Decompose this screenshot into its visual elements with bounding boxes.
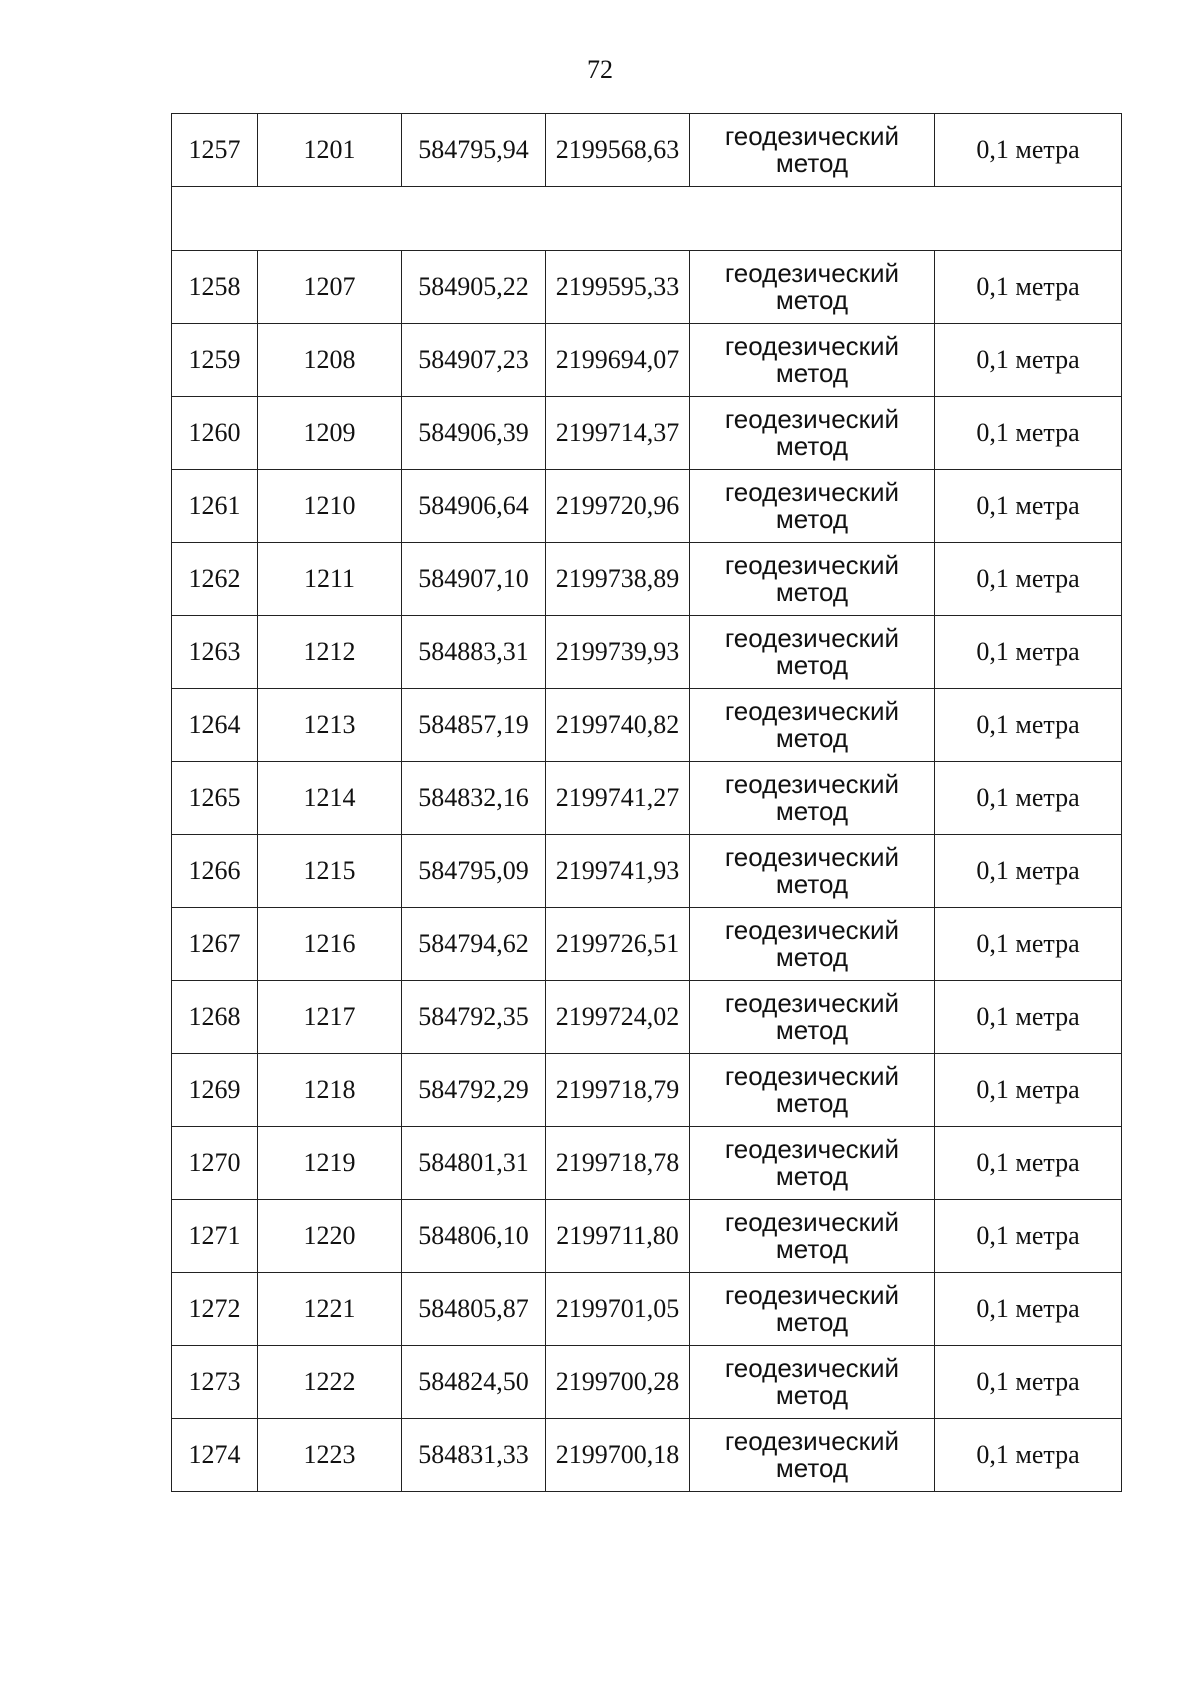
x-coordinate-cell: 584792,29 <box>402 1054 546 1127</box>
method-cell: геодезический метод <box>690 981 935 1054</box>
accuracy-cell: 0,1 метра <box>935 762 1122 835</box>
x-coordinate-cell: 584795,09 <box>402 835 546 908</box>
x-coordinate-cell: 584806,10 <box>402 1200 546 1273</box>
method-cell: геодезический метод <box>690 324 935 397</box>
x-coordinate-cell: 584907,23 <box>402 324 546 397</box>
y-coordinate-cell: 2199700,28 <box>546 1346 690 1419</box>
table-row <box>172 689 1122 762</box>
table-row <box>172 1346 1122 1419</box>
x-coordinate-cell: 584824,50 <box>402 1346 546 1419</box>
row-number-cell: 1264 <box>172 689 258 762</box>
accuracy-cell: 0,1 метра <box>935 251 1122 324</box>
point-number-cell: 1201 <box>258 114 402 187</box>
point-number-cell: 1213 <box>258 689 402 762</box>
x-coordinate-cell: 584805,87 <box>402 1273 546 1346</box>
point-number-cell: 1211 <box>258 543 402 616</box>
accuracy-cell: 0,1 метра <box>935 1346 1122 1419</box>
accuracy-cell: 0,1 метра <box>935 616 1122 689</box>
point-number-cell: 1220 <box>258 1200 402 1273</box>
row-number-cell: 1262 <box>172 543 258 616</box>
method-cell: геодезический метод <box>690 470 935 543</box>
method-cell: геодезический метод <box>690 689 935 762</box>
table-row <box>172 543 1122 616</box>
row-number-cell: 1268 <box>172 981 258 1054</box>
x-coordinate-cell: 584907,10 <box>402 543 546 616</box>
accuracy-cell: 0,1 метра <box>935 1054 1122 1127</box>
method-cell: геодезический метод <box>690 1200 935 1273</box>
y-coordinate-cell: 2199720,96 <box>546 470 690 543</box>
point-number-cell: 1216 <box>258 908 402 981</box>
point-number-cell: 1212 <box>258 616 402 689</box>
row-number-cell: 1274 <box>172 1419 258 1492</box>
blank-row <box>172 187 1122 251</box>
table-row <box>172 835 1122 908</box>
method-cell: геодезический метод <box>690 251 935 324</box>
row-number-cell: 1263 <box>172 616 258 689</box>
accuracy-cell: 0,1 метра <box>935 1419 1122 1492</box>
x-coordinate-cell: 584831,33 <box>402 1419 546 1492</box>
point-number-cell: 1210 <box>258 470 402 543</box>
method-cell: геодезический метод <box>690 543 935 616</box>
row-number-cell: 1269 <box>172 1054 258 1127</box>
accuracy-cell: 0,1 метра <box>935 689 1122 762</box>
table-row <box>172 470 1122 543</box>
accuracy-cell: 0,1 метра <box>935 397 1122 470</box>
page-number: 72 <box>587 55 613 84</box>
y-coordinate-cell: 2199714,37 <box>546 397 690 470</box>
table-row <box>172 1054 1122 1127</box>
y-coordinate-cell: 2199740,82 <box>546 689 690 762</box>
accuracy-cell: 0,1 метра <box>935 114 1122 187</box>
y-coordinate-cell: 2199711,80 <box>546 1200 690 1273</box>
blank-cell <box>172 187 1122 251</box>
x-coordinate-cell: 584883,31 <box>402 616 546 689</box>
method-cell: геодезический метод <box>690 114 935 187</box>
accuracy-cell: 0,1 метра <box>935 470 1122 543</box>
point-number-cell: 1208 <box>258 324 402 397</box>
row-number-cell: 1267 <box>172 908 258 981</box>
accuracy-cell: 0,1 метра <box>935 543 1122 616</box>
y-coordinate-cell: 2199741,93 <box>546 835 690 908</box>
coordinates-table-body <box>172 114 1122 1492</box>
y-coordinate-cell: 2199568,63 <box>546 114 690 187</box>
y-coordinate-cell: 2199700,18 <box>546 1419 690 1492</box>
point-number-cell: 1215 <box>258 835 402 908</box>
x-coordinate-cell: 584792,35 <box>402 981 546 1054</box>
x-coordinate-cell: 584795,94 <box>402 114 546 187</box>
row-number-cell: 1270 <box>172 1127 258 1200</box>
point-number-cell: 1222 <box>258 1346 402 1419</box>
row-number-cell: 1266 <box>172 835 258 908</box>
table-row <box>172 908 1122 981</box>
method-cell: геодезический метод <box>690 835 935 908</box>
row-number-cell: 1260 <box>172 397 258 470</box>
point-number-cell: 1209 <box>258 397 402 470</box>
method-cell: геодезический метод <box>690 616 935 689</box>
row-number-cell: 1259 <box>172 324 258 397</box>
row-number-cell: 1258 <box>172 251 258 324</box>
table-row <box>172 251 1122 324</box>
y-coordinate-cell: 2199739,93 <box>546 616 690 689</box>
row-number-cell: 1272 <box>172 1273 258 1346</box>
row-number-cell: 1271 <box>172 1200 258 1273</box>
row-number-cell: 1265 <box>172 762 258 835</box>
method-cell: геодезический метод <box>690 908 935 981</box>
method-cell: геодезический метод <box>690 1273 935 1346</box>
table-row <box>172 1127 1122 1200</box>
method-cell: геодезический метод <box>690 397 935 470</box>
point-number-cell: 1221 <box>258 1273 402 1346</box>
y-coordinate-cell: 2199726,51 <box>546 908 690 981</box>
y-coordinate-cell: 2199741,27 <box>546 762 690 835</box>
point-number-cell: 1214 <box>258 762 402 835</box>
method-cell: геодезический метод <box>690 1346 935 1419</box>
x-coordinate-cell: 584905,22 <box>402 251 546 324</box>
table-row <box>172 762 1122 835</box>
accuracy-cell: 0,1 метра <box>935 835 1122 908</box>
method-cell: геодезический метод <box>690 1419 935 1492</box>
x-coordinate-cell: 584794,62 <box>402 908 546 981</box>
accuracy-cell: 0,1 метра <box>935 1200 1122 1273</box>
table-row <box>172 981 1122 1054</box>
row-number-cell: 1273 <box>172 1346 258 1419</box>
accuracy-cell: 0,1 метра <box>935 1273 1122 1346</box>
coordinates-table <box>171 113 1122 1492</box>
method-cell: геодезический метод <box>690 762 935 835</box>
x-coordinate-cell: 584906,39 <box>402 397 546 470</box>
table-row <box>172 1200 1122 1273</box>
point-number-cell: 1219 <box>258 1127 402 1200</box>
table-row <box>172 324 1122 397</box>
y-coordinate-cell: 2199595,33 <box>546 251 690 324</box>
x-coordinate-cell: 584857,19 <box>402 689 546 762</box>
table-row <box>172 1419 1122 1492</box>
x-coordinate-cell: 584832,16 <box>402 762 546 835</box>
method-cell: геодезический метод <box>690 1054 935 1127</box>
accuracy-cell: 0,1 метра <box>935 908 1122 981</box>
point-number-cell: 1217 <box>258 981 402 1054</box>
y-coordinate-cell: 2199738,89 <box>546 543 690 616</box>
table-row <box>172 1273 1122 1346</box>
point-number-cell: 1207 <box>258 251 402 324</box>
row-number-cell: 1261 <box>172 470 258 543</box>
y-coordinate-cell: 2199718,79 <box>546 1054 690 1127</box>
accuracy-cell: 0,1 метра <box>935 1127 1122 1200</box>
y-coordinate-cell: 2199718,78 <box>546 1127 690 1200</box>
x-coordinate-cell: 584801,31 <box>402 1127 546 1200</box>
point-number-cell: 1218 <box>258 1054 402 1127</box>
accuracy-cell: 0,1 метра <box>935 324 1122 397</box>
accuracy-cell: 0,1 метра <box>935 981 1122 1054</box>
method-cell: геодезический метод <box>690 1127 935 1200</box>
y-coordinate-cell: 2199701,05 <box>546 1273 690 1346</box>
y-coordinate-cell: 2199724,02 <box>546 981 690 1054</box>
table-row <box>172 114 1122 187</box>
table-row <box>172 616 1122 689</box>
table-row <box>172 397 1122 470</box>
y-coordinate-cell: 2199694,07 <box>546 324 690 397</box>
point-number-cell: 1223 <box>258 1419 402 1492</box>
row-number-cell: 1257 <box>172 114 258 187</box>
x-coordinate-cell: 584906,64 <box>402 470 546 543</box>
